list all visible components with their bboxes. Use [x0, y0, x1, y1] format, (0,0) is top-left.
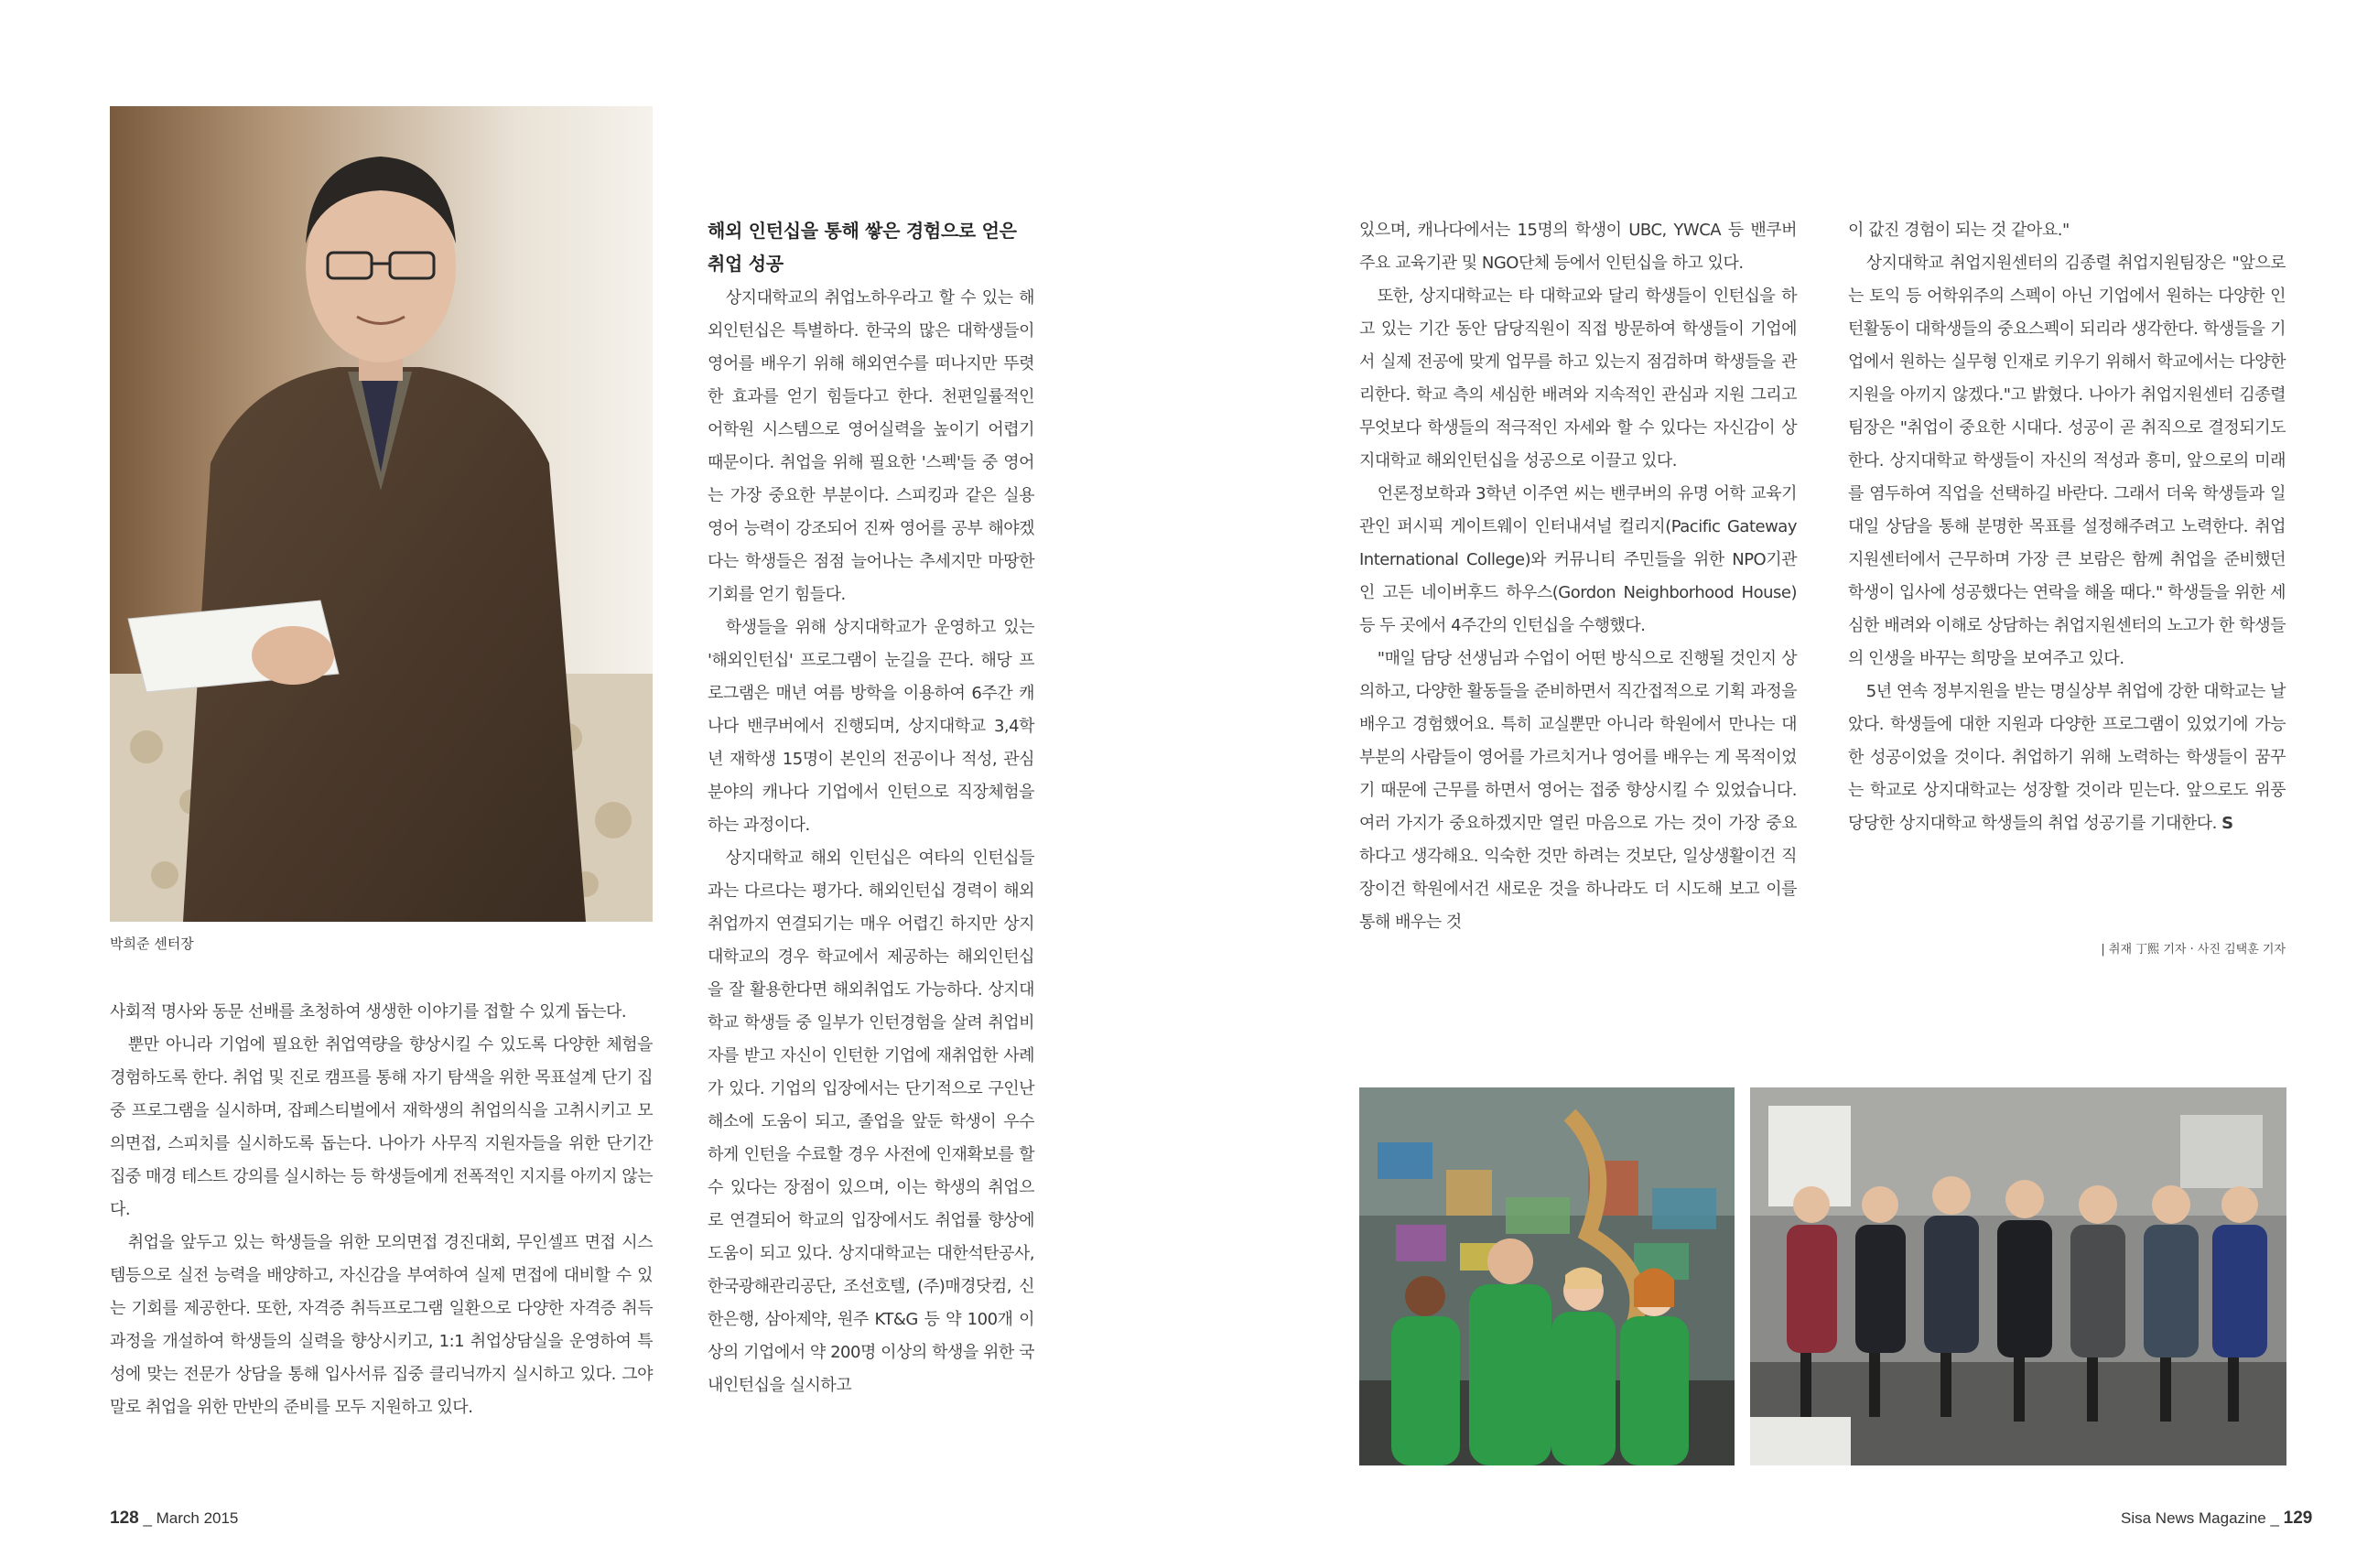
students-photo-1: [1359, 1087, 1735, 1465]
portrait-caption: 박희준 센터장: [110, 935, 194, 952]
magazine-label: Sisa News Magazine _: [2121, 1509, 2279, 1527]
left-folio: [110, 1509, 238, 1529]
paragraph: 학생들을 위해 상지대학교가 운영하고 있는 '해외인턴십' 프로그램이 눈길을 끈다. 해당 프로그램은 매년 여름 방학을 이용하여 6주간 캐나다 밴쿠버에서 진행되며, 상지대학교 3,4학년 재학생 15명이 본인의 전공이나 적성, 관심 분야의 캐나다 기업에서 인턴으로 직장체험을 하는 과정이다.: [708, 618, 1034, 835]
students-illustration-1: [1359, 1087, 1735, 1465]
page-number: 129: [2283, 1509, 2313, 1528]
right-folio: [2121, 1509, 2312, 1529]
page-number: 128: [110, 1509, 139, 1528]
section-heading-line: 취업 성공: [708, 253, 784, 275]
right-column-b: [1848, 214, 2286, 840]
section-heading: [708, 214, 1034, 280]
paragraph: 취업을 앞두고 있는 학생들을 위한 모의면접 경진대회, 무인셀프 면접 시스템등으로 실전 능력을 배양하고, 자신감을 부여하여 실제 면접에 대비할 수 있는 기회를 제공한다. 또한, 자격증 취득프로그램 일환으로 다양한 자격증 취득 과정을 개설하여 학생들의 실력을 향상시키고, 1:1 취업상담실을 운영하여 특성에 맞는 전문가 상담을 통해 입사서류 집중 클리닉까지 실시하고 있다. 그야말로 취업을 위한 만반의 준비를 모두 지원하고 있다.: [110, 1233, 653, 1417]
paragraph: 사회적 명사와 동문 선배를 초청하여 생생한 이야기를 접할 수 있게 돕는다.: [110, 1002, 627, 1022]
paragraph-text: 5년 연속 정부지원을 받는 명실상부 취업에 강한 대학교는 날았다. 학생들에 대한 지원과 다양한 프로그램이 있었기에 가능한 성공이었을 것이다. 취업하기 위해 노력하는 학생들이 꿈꾸는 학교로 상지대학교는 성장할 것이라 믿는다. 앞으로도 위풍당당한 상지대학교 학생들의 취업 성공기를 기대한다.: [1848, 682, 2286, 833]
right-column-a: [1359, 214, 1797, 939]
paragraph: 뿐만 아니라 기업에 필요한 취업역량을 향상시킬 수 있도록 다양한 체험을 경험하도록 한다. 취업 및 진로 캠프를 통해 자기 탐색을 위한 목표설계 단기 집중 프로그램을 실시하며, 잡페스티벌에서 재학생의 취업의식을 고취시키고 모의면접, 스피치를 실시하도록 돕는다. 나아가 사무직 지원자들을 위한 단기간 집중 매경 테스트 강의를 실시하는 등 학생들에게 전폭적인 지지를 아끼지 않는다.: [110, 1035, 653, 1219]
students-illustration-2: [1750, 1087, 2286, 1465]
students-photo-2: [1750, 1087, 2286, 1465]
paragraph: 언론정보학과 3학년 이주연 씨는 밴쿠버의 유명 어학 교육기관인 퍼시픽 게이트웨이 인터내셔널 컬리지(Pacific Gateway International College)와 커뮤니티 주민들을 위한 NPO기관인 고든 네이버후드 하우스(Gordon Neighborhood House) 등 두 곳에서 4주간의 인턴십을 수행했다.: [1359, 484, 1797, 635]
paragraph: [1848, 676, 2286, 840]
paragraph: 있으며, 캐나다에서는 15명의 학생이 UBC, YWCA 등 밴쿠버 주요 교육기관 및 NGO단체 등에서 인턴십을 하고 있다.: [1359, 221, 1797, 273]
paragraph: 상지대학교 취업지원센터의 김종렬 취업지원팀장은 "앞으로는 토익 등 어학위주의 스펙이 아닌 기업에서 원하는 다양한 인턴활동이 대학생들의 중요스펙이 되리라 생각한다. 학생들을 기업에서 원하는 실무형 인재로 키우기 위해서 학교에서는 다양한 지원을 아끼지 않겠다."고 밝혔다. 나아가 취업지원센터 김종렬 팀장은 "취업이 중요한 시대다. 성공이 곧 취직으로 결정되기도 한다. 상지대학교 학생들이 자신의 적성과 흥미, 앞으로의 미래를 염두하여 직업을 선택하길 바란다. 그래서 더욱 학생들과 일대일 상담을 통해 분명한 목표를 설정해주려고 노력한다. 취업지원센터에서 근무하며 가장 큰 보람은 함께 취업을 준비했던 학생이 입사에 성공했다는 연락을 해올 때다." 학생들을 위한 세심한 배려와 이해로 상담하는 취업지원센터의 노고가 한 학생들의 인생을 바꾸는 희망을 보여주고 있다.: [1848, 254, 2286, 668]
portrait-photo: [110, 106, 653, 922]
portrait-illustration: [110, 106, 653, 922]
paragraph: 이 값진 경험이 되는 것 같아요.": [1848, 221, 2070, 240]
end-mark: S: [2221, 814, 2233, 833]
left-column-overseas: [708, 214, 1034, 1402]
right-page: [1189, 0, 2378, 1568]
paragraph: 상지대학교 해외 인턴십은 여타의 인턴십들과는 다르다는 평가다. 해외인턴십 경력이 해외취업까지 연결되기는 매우 어렵긴 하지만 상지대학교의 경우 학교에서 제공하는 해외인턴십을 잘 활용한다면 해외취업도 가능하다. 상지대학교 학생들 중 일부가 인턴경험을 살려 취업비자를 받고 자신이 인턴한 기업에 재취업한 사례가 있다. 기업의 입장에서는 단기적으로 구인난 해소에 도움이 되고, 졸업을 앞둔 학생이 우수하게 인턴을 수료할 경우 사전에 인재확보를 할 수 있다는 장점이 있으며, 이는 학생의 취업으로 연결되어 학교의 입장에서도 취업률 향상에 도움이 되고 있다. 상지대학교는 대한석탄공사, 한국광해관리공단, 조선호텔, (주)매경닷컴, 신한은행, 삼아제약, 원주 KT&G 등 약 100개 이상의 기업에서 약 200명 이상의 학생을 위한 국내인턴십을 실시하고: [708, 849, 1034, 1395]
issue-label: _ March 2015: [143, 1509, 239, 1527]
paragraph: 상지대학교의 취업노하우라고 할 수 있는 해외인턴십은 특별하다. 한국의 많은 대학생들이 영어를 배우기 위해 해외연수를 떠나지만 뚜렷한 효과를 얻기 힘들다고 한다. 천편일률적인 어학원 시스템으로 영어실력을 높이기 어렵기 때문이다. 취업을 위해 필요한 '스펙'들 중 영어는 가장 중요한 부분이다. 스피킹과 같은 실용 영어 능력이 강조되어 진짜 영어를 공부 해야겠다는 학생들은 점점 늘어나는 추세지만 마땅한 기회를 얻기 힘들다.: [708, 288, 1034, 604]
left-column-intro: [110, 996, 653, 1424]
section-heading-line: 해외 인턴십을 통해 쌓은 경험으로 얻은: [708, 220, 1017, 242]
photo-credit: | 취재 丁熙 기자 · 사진 김택훈 기자: [2101, 943, 2286, 957]
paragraph: 또한, 상지대학교는 타 대학교와 달리 학생들이 인턴십을 하고 있는 기간 동안 담당직원이 직접 방문하여 학생들이 기업에서 실제 전공에 맞게 업무를 하고 있는지 점검하며 학생들을 관리한다. 학교 측의 세심한 배려와 지속적인 관심과 지원 그리고 무엇보다 학생들의 적극적인 자세와 할 수 있다는 자신감이 상지대학교 해외인턴십을 성공으로 이끌고 있다.: [1359, 287, 1797, 470]
paragraph: "매일 담당 선생님과 수업이 어떤 방식으로 진행될 것인지 상의하고, 다양한 활동들을 준비하면서 직간접적으로 기획 과정을 배우고 경험했어요. 특히 교실뿐만 아니라 학원에서 만나는 대부분의 사람들이 영어를 가르치거나 영어를 배우는 게 목적이었기 때문에 근무를 하면서 영어는 접중 향상시킬 수 있었습니다. 여러 가지가 중요하겠지만 열린 마음으로 가는 것이 가장 중요하다고 생각해요. 익숙한 것만 하려는 것보단, 일상생활이건 직장이건 학원에서건 새로운 것을 하나라도 더 시도해 보고 이를 통해 배우는 것: [1359, 649, 1797, 932]
